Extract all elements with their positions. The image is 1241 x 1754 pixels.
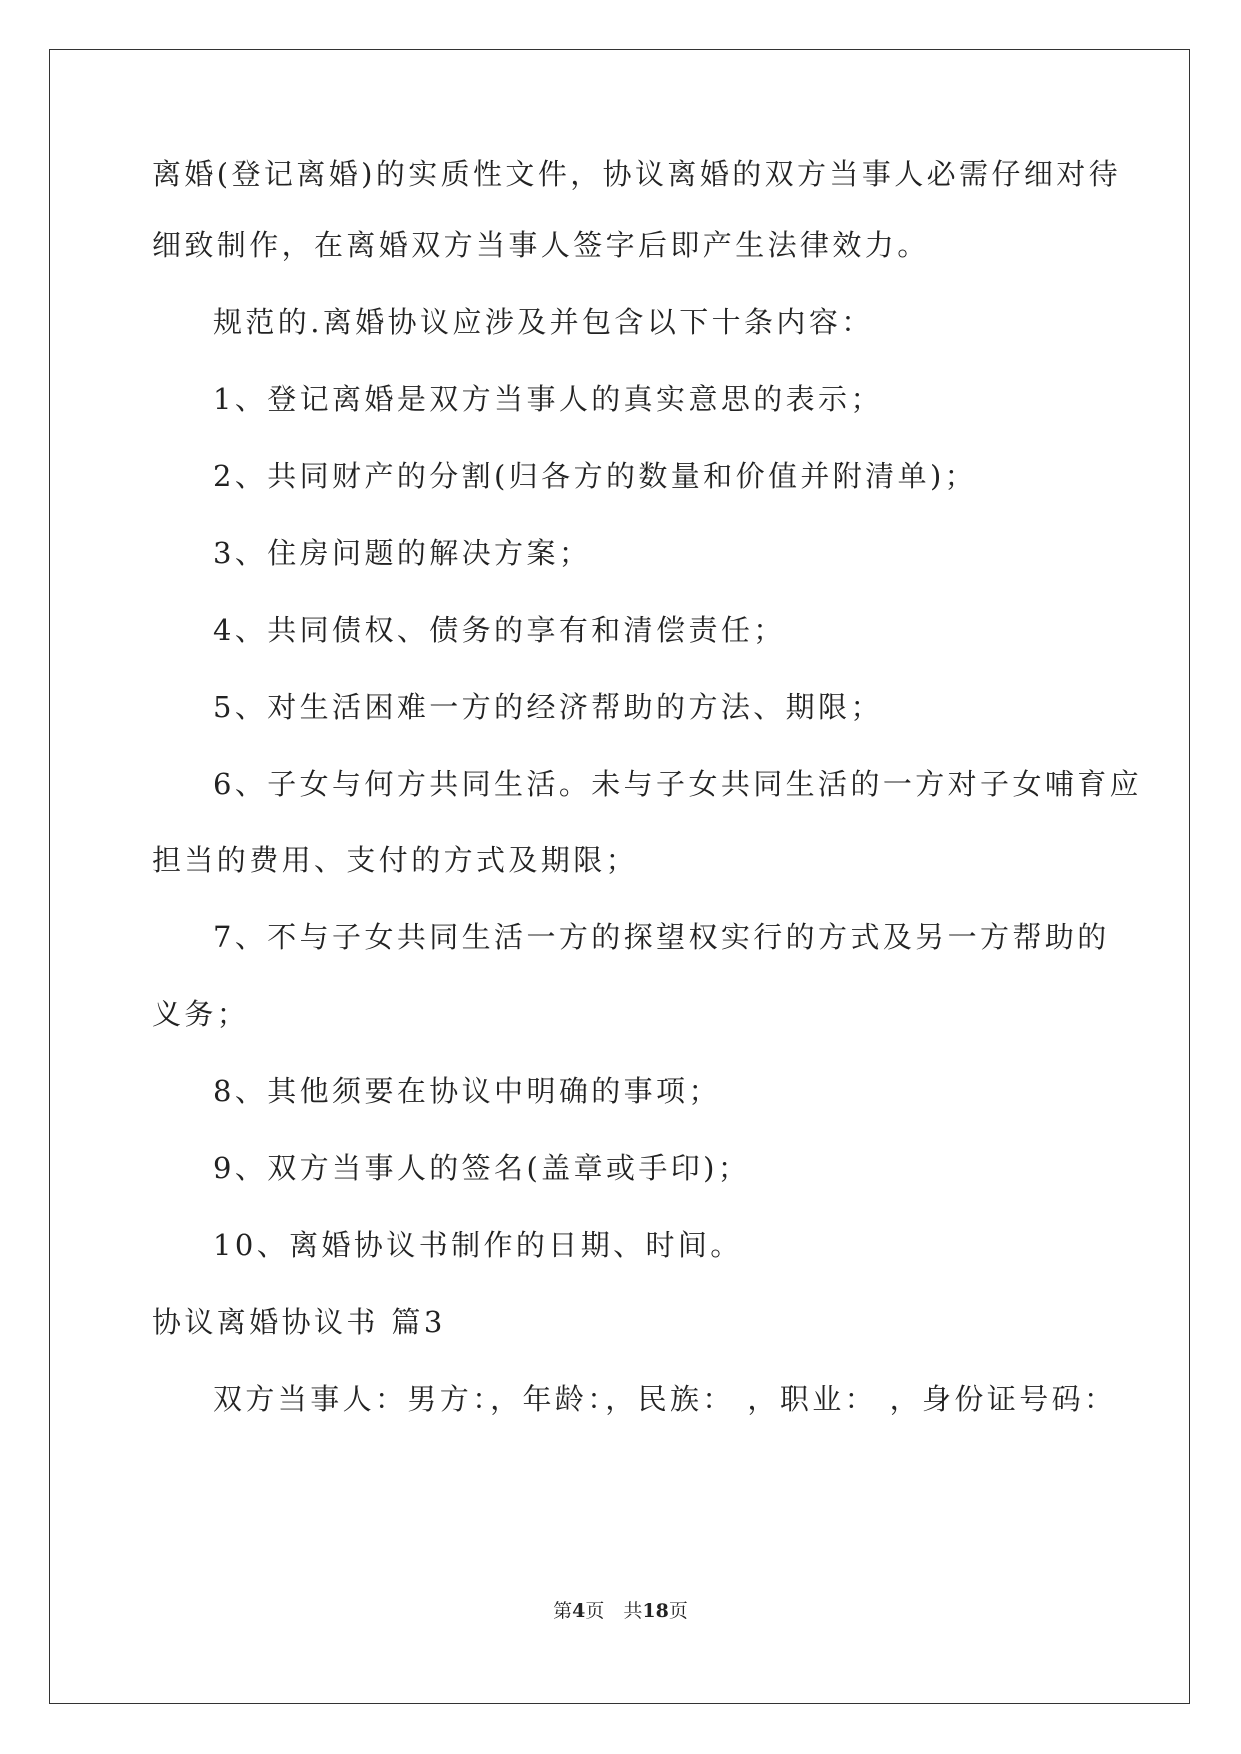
list-item-continuation: 担当的费用、支付的方式及期限；	[152, 843, 639, 877]
footer-prefix: 第	[553, 1600, 573, 1622]
paragraph-line: 细致制作，在离婚双方当事人签字后即产生法律效力。	[152, 228, 930, 262]
list-item-continuation: 义务；	[152, 997, 250, 1031]
footer-suffix: 页	[668, 1600, 688, 1622]
page-footer	[0, 1598, 1241, 1624]
list-item: 9、双方当事人的签名(盖章或手印)；	[213, 1151, 751, 1185]
list-item: 6、子女与何方共同生活。未与子女共同生活的一方对子女哺育应	[213, 767, 1143, 801]
paragraph-line: 双方当事人：男方：，年龄：，民族： ，职业： ，身份证号码：	[213, 1382, 1117, 1416]
list-item: 4、共同债权、债务的享有和清偿责任；	[213, 613, 786, 647]
list-item: 1、登记离婚是双方当事人的真实意思的表示；	[213, 382, 883, 416]
section-heading: 协议离婚协议书 篇3	[152, 1305, 446, 1339]
list-item: 2、共同财产的分割(归各方的数量和价值并附清单)；	[213, 459, 978, 493]
list-item: 5、对生活困难一方的经济帮助的方法、期限；	[213, 690, 883, 724]
list-item: 3、住房问题的解决方案；	[213, 536, 592, 570]
paragraph-line: 规范的.离婚协议应涉及并包含以下十条内容：	[213, 305, 874, 339]
paragraph-line: 离婚(登记离婚)的实质性文件，协议离婚的双方当事人必需仔细对待	[152, 157, 1122, 191]
list-item: 8、其他须要在协议中明确的事项；	[213, 1074, 721, 1108]
footer-mid: 页 共	[585, 1600, 643, 1622]
footer-total-pages: 18	[642, 1600, 669, 1622]
footer-page-number: 4	[572, 1600, 586, 1622]
list-item: 7、不与子女共同生活一方的探望权实行的方式及另一方帮助的	[213, 920, 1110, 954]
list-item: 10、离婚协议书制作的日期、时间。	[213, 1228, 743, 1262]
